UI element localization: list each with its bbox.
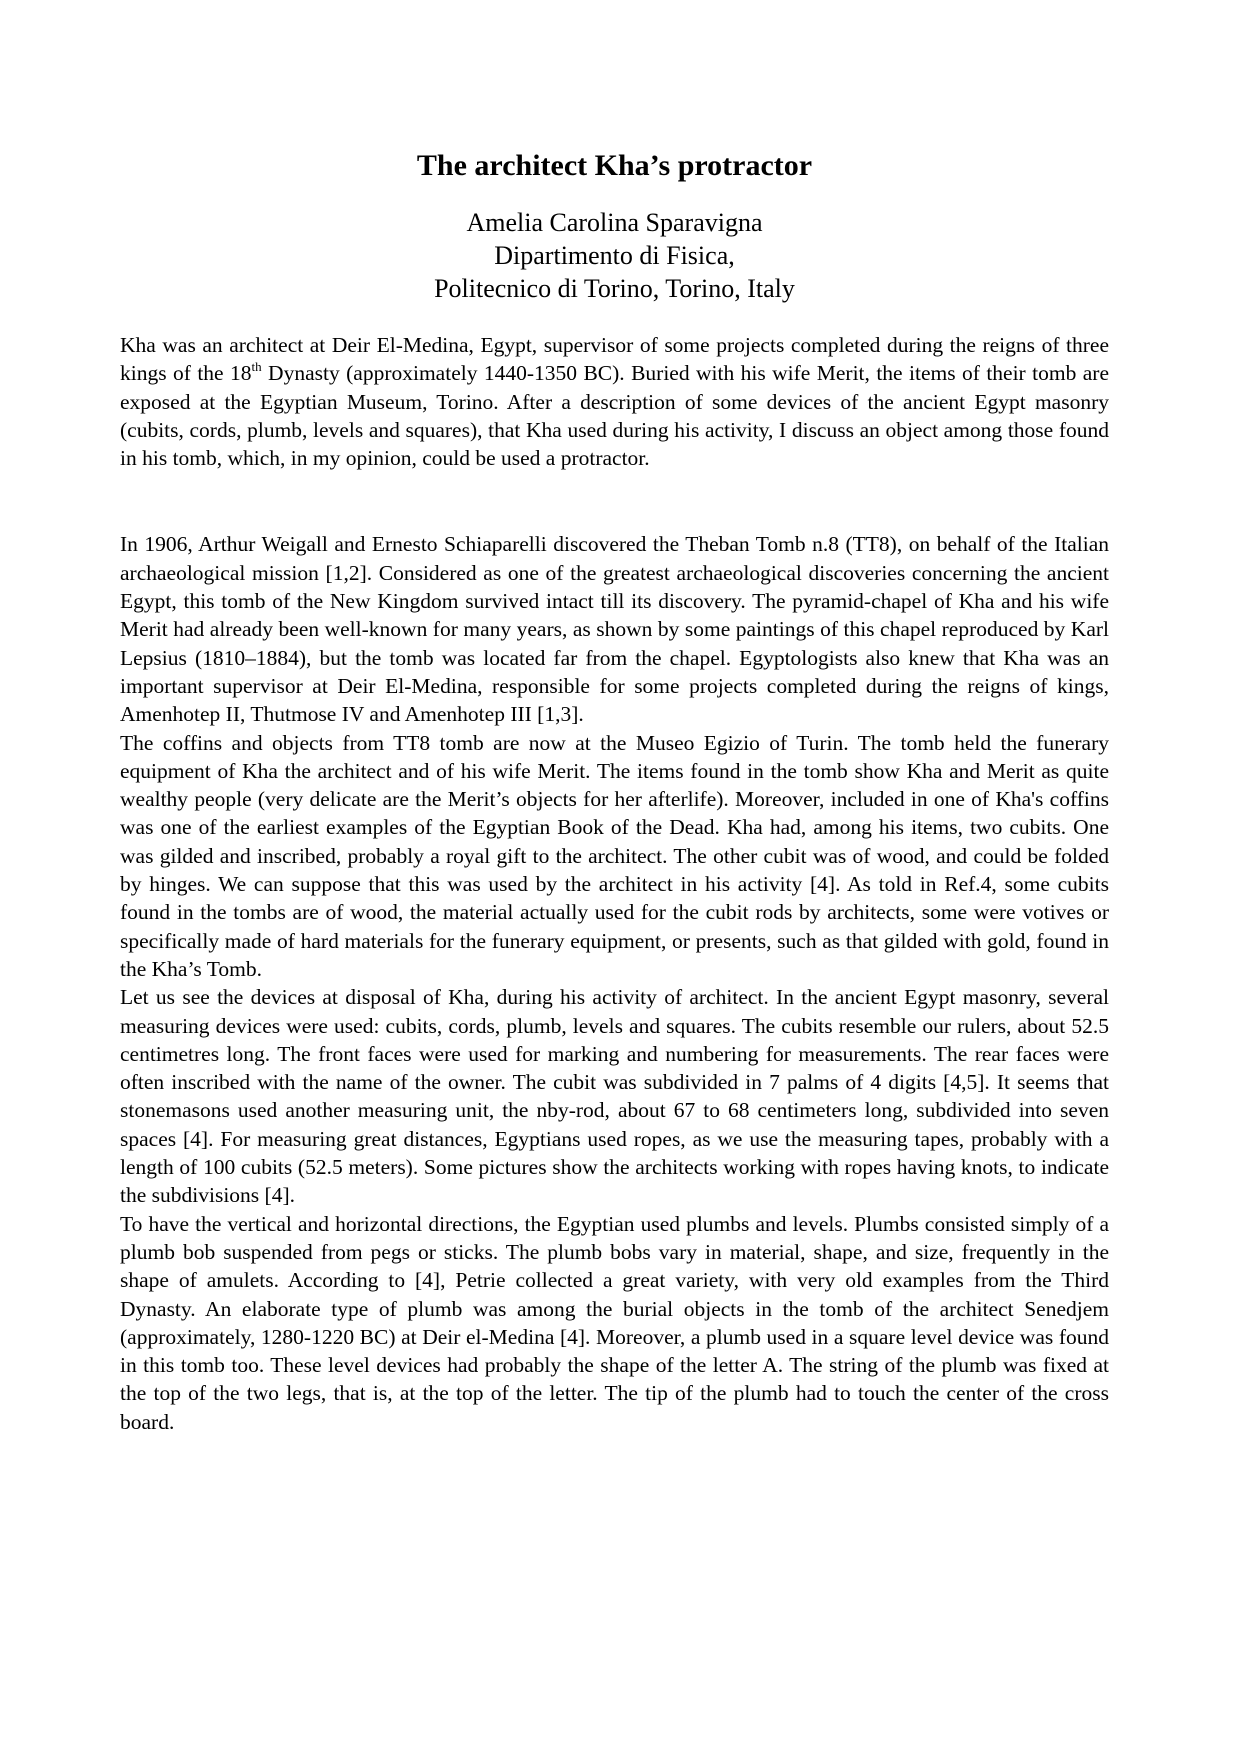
body-text <box>120 530 1109 1436</box>
paper-title: The architect Kha’s protractor <box>416 149 813 182</box>
author-department: Dipartimento di Fisica, <box>494 241 735 270</box>
abstract <box>120 331 1109 472</box>
author-institution: Politecnico di Torino, Torino, Italy <box>434 274 795 303</box>
author-name: Amelia Carolina Sparavigna <box>466 208 763 237</box>
abstract-text-end: Dynasty (approximately 1440-1350 BC). Buried with his wife Merit, the items of their tomb are exposed at the Egyptian Museum, Torino. After a description of some devices of the ancient Egypt masonry (cubits, cords, plumb, levels and squares), that Kha used during his activity, I discuss an object among those found in his tomb, which, in my opinion, could be used a protractor. <box>120 361 1109 471</box>
ordinal-superscript: th <box>251 359 262 375</box>
body-paragraph-1: In 1906, Arthur Weigall and Ernesto Schiaparelli discovered the Theban Tomb n.8 (TT8), on behalf of the Italian archaeological mission [1,2]. Considered as one of the greatest archaeological discoveries concerning the ancient Egypt, this tomb of the New Kingdom survived intact till its discovery. The pyramid-chapel of Kha and his wife Merit had already been well-known for many years, as shown by some paintings of this chapel reproduced by Karl Lepsius (1810–1884), but the tomb was located far from the chapel. Egyptologists also knew that Kha was an important supervisor at Deir El-Medina, responsible for some projects completed during the reigns of kings, Amenhotep II, Thutmose IV and Amenhotep III [1,3]. <box>120 532 1109 727</box>
body-paragraph-2: The coffins and objects from TT8 tomb are now at the Museo Egizio of Turin. The tomb held the funerary equipment of Kha the architect and of his wife Merit. The items found in the tomb show Kha and Merit as quite wealthy people (very delicate are the Merit’s objects for her afterlife). Moreover, included in one of Kha's coffins was one of the earliest examples of the Egyptian Book of the Dead. Kha had, among his items, two cubits. One was gilded and inscribed, probably a royal gift to the architect. The other cubit was of wood, and could be folded by hinges. We can suppose that this was used by the architect in his activity [4]. As told in Ref.4, some cubits found in the tombs are of wood, the material actually used for the cubit rods by architects, some were votives or specifically made of hard materials for the funerary equipment, or presents, such as that gilded with gold, found in the Kha’s Tomb. <box>120 730 1109 981</box>
body-paragraph-4: To have the vertical and horizontal directions, the Egyptian used plumbs and levels. Plumbs consisted simply of a plumb bob suspended from pegs or sticks. The plumb bobs vary in material, shape, and size, frequently in the shape of amulets. According to [4], Petrie collected a great variety, with very old examples from the Third Dynasty. An elaborate type of plumb was among the burial objects in the tomb of the architect Senedjem (approximately, 1280-1220 BC) at Deir el-Medina [4]. Moreover, a plumb used in a square level device was found in this tomb too. These level devices had probably the shape of the letter A. The string of the plumb was fixed at the top of the two legs, that is, at the top of the letter. The tip of the plumb had to touch the center of the cross board. <box>120 1211 1109 1434</box>
abstract-text-start: Kha was an architect at Deir El-Medina, Egypt, supervisor of some projects completed during the reigns of three kings of the 18 <box>120 333 1109 386</box>
author-block <box>120 206 1109 305</box>
body-paragraph-3: Let us see the devices at disposal of Kha, during his activity of architect. In the ancient Egypt masonry, several measuring devices were used: cubits, cords, plumb, levels and squares. The cubits resemble our rulers, about 52.5 centimetres long. The front faces were used for marking and numbering for measurements. The rear faces were often inscribed with the name of the owner. The cubit was subdivided in 7 palms of 4 digits [4,5]. It seems that stonemasons used another measuring unit, the nby-rod, about 67 to 68 centimeters long, subdivided into seven spaces [4]. For measuring great distances, Egyptians used ropes, as we use the measuring tapes, probably with a length of 100 cubits (52.5 meters). Some pictures show the architects working with ropes having knots, to indicate the subdivisions [4]. <box>120 985 1109 1208</box>
